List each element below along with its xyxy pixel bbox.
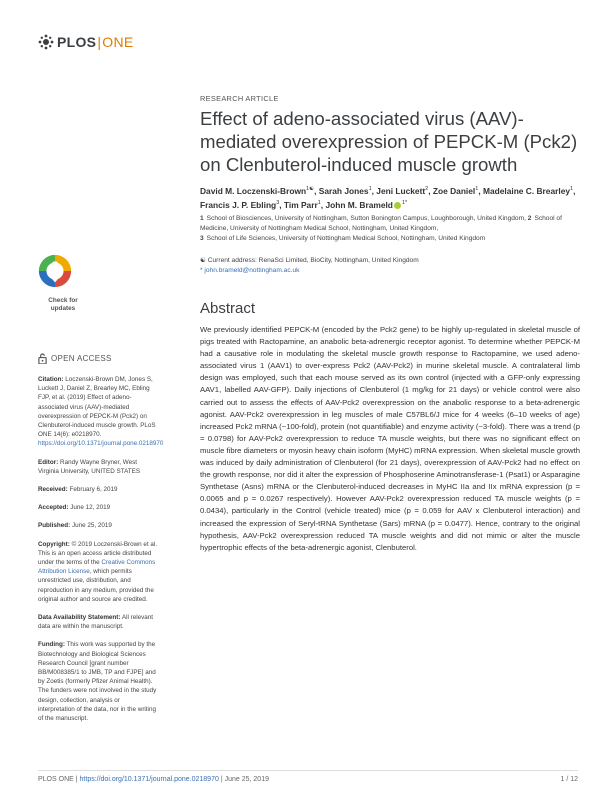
author-name[interactable]: David M. Loczenski-Brown: [200, 185, 307, 196]
open-access-badge: [38, 353, 158, 364]
author-list: David M. Loczenski-Brown$^{1☯}$, Sarah Jones$^1$, Jeni Luckett$^2$, Zoe Daniel$^1$, Madelaine C. Brearley$^1$, Francis J. P. Ebling$^3$, Tim Parr$^1$, John M. Brameld $^{1*}$: [200, 185, 576, 211]
check-for-updates-button[interactable]: [36, 252, 90, 310]
open-access-label: OPEN ACCESS: [51, 353, 112, 363]
check-updates-icon: [36, 252, 74, 290]
footer-divider: [38, 770, 578, 771]
affiliation-text: School of Life Sciences, University of Nottingham Medical School, Nottingham, United Kingdom: [206, 235, 486, 242]
author-name[interactable]: Zoe Daniel: [432, 185, 476, 196]
received-date: Received: February 6, 2019: [38, 486, 118, 494]
affiliation-text: School of Medicine, University of Nottingham Medical School, Nottingham, United Kingdom,: [200, 215, 562, 232]
abstract-heading: Abstract: [200, 300, 256, 317]
license-link[interactable]: Creative Commons Attribution License: [38, 559, 156, 576]
author-name[interactable]: John M. Brameld: [325, 200, 393, 211]
copyright-block: Copyright: © 2019 Loczenski-Brown et al. This is an open access article distributed under the terms of the Creative Commons Attribution License, which permits unrestricted use, distribution, and reproduction in any medium, provided the original author and source are credited.: [38, 540, 158, 603]
logo-wordmark: PLOS|ONE: [57, 34, 134, 50]
page-number: 1 / 12: [560, 776, 578, 783]
logo-suffix: ONE: [102, 34, 134, 50]
affiliation-number: 3: [200, 235, 204, 242]
footer-citation: PLOS ONE | https://doi.org/10.1371/journal.pone.0218970 | June 25, 2019: [38, 776, 269, 783]
editor-block: Editor: Randy Wayne Bryner, West Virginia University, UNITED STATES: [38, 458, 141, 475]
accepted-date: Accepted: June 12, 2019: [38, 504, 111, 512]
abstract-body: We previously identified PEPCK-M (encoded by the Pck2 gene) to be highly up-regulated in skeletal muscle of pigs treated with Ractopamine, an anabolic beta-adrenergic receptor agonist. To determine whether PEPCK-M had a causative role in modulating the skeletal muscle growth response to Ractopamine, we used adeno-associated virus 1 (AAV1) to over-express Pck2 (AAV-Pck2) in murine skeletal muscle. A contralateral limb design was employed, such that each mouse served as its own control (injected with a GFP-only expressing AAV1, labelled AAV-GFP). Daily injections of Clenbuterol (1 mg/kg for 21 days) or vehicle control were also carried out to assess the effects of AAV-Pck2 overexpression on the anabolic response to a beta-adrenergic agonist. AAV-Pck2 overexpression in leg muscles of male C57BL6/J mice for 4 weeks (6–10 weeks of age) increased Pck2 mRNA (~100-fold), protein (not quantifiable) and enzyme activity (~3-fold). There was a trend (p = 0.0798) for AAV-Pck2 overexpression to reduce TA muscle weights, but there was no significant effect on muscle fibre diameters or myosin heavy chain isoform (MyHC) mRNA expression. When skeletal muscle growth was induced by daily administration of Clenbuterol (for 21 days), overexpression of AAV-Pck2 had no effect on the growth response, nor did it alter the expression of Phosphoserine Aminotransferase-1 (Psat1) or Asparagine Synthetase (Asns) mRNA or the Clenbuterol-induced decreases in MyHC IIa and IIx mRNA expression (p = 0.0065 and p = 0.0267 respectively). However AAV-Pck2 overexpression reduced TA muscle weights (p = 0.0434), particularly in the Control (vehicle treated) mice (p = 0.059 for AAV x Clenbuterol interaction) and increased the expression of Seryl-tRNA Synthetase (Sars) mRNA (p = 0.0477). Hence, contrary to the original hypothesis, AAV-Pck2 overexpression reduced TA muscle weights and did not mimic or alter the muscle hypertrophic effects of the beta-adrenergic agonist, Clenbuterol.: [200, 325, 580, 552]
author-name[interactable]: Madelaine C. Brearley: [482, 185, 571, 196]
funding-block: Funding: This work was supported by the Biotechnology and Biological Sciences Research Council [grant number BB/M008385/1 to JMB, TP and FJPE] and by Zoetis (formerly Pfizer Animal Health). The funders were not involved in the study design, collection, analysis or interpretation of the data, nor in the writing of the manuscript.: [38, 641, 157, 723]
current-address: ☯ Current address: RenaSci Limited, BioCity, Nottingham, United Kingdom: [200, 257, 419, 264]
published-date: Published: June 25, 2019: [38, 522, 112, 530]
article-type-label: RESEARCH ARTICLE: [200, 94, 279, 103]
citation-doi-link[interactable]: https://doi.org/10.1371/journal.pone.0218970: [38, 440, 164, 448]
correspondence-block: [200, 256, 580, 276]
footer-doi-link[interactable]: https://doi.org/10.1371/journal.pone.0218970: [79, 776, 219, 783]
affiliation-number: 2: [527, 215, 532, 222]
orcid-icon[interactable]: [394, 202, 401, 209]
author-name[interactable]: Sarah Jones: [318, 185, 369, 196]
logo-brand: PLOS: [57, 34, 97, 50]
article-title: Effect of adeno-associated virus (AAV)-mediated overexpression of PEPCK-M (Pck2) on Clenbuterol-induced muscle growth: [200, 108, 578, 175]
plos-one-logo[interactable]: [38, 34, 134, 50]
open-lock-icon: [38, 353, 47, 364]
plos-logo-icon: [38, 34, 54, 50]
author-name[interactable]: Francis J. P. Ebling: [200, 200, 277, 211]
author-name[interactable]: Tim Parr: [283, 200, 318, 211]
article-info-sidebar: [38, 353, 164, 732]
corresponding-email-link[interactable]: * john.brameld@nottingham.ac.uk: [200, 267, 300, 274]
check-updates-label: Check for updates: [48, 297, 78, 312]
affiliation-number: 1: [200, 215, 204, 222]
affiliation-text: School of Biosciences, University of Nottingham, Sutton Bonington Campus, Loughborough, United Kingdom,: [206, 215, 526, 222]
citation-block: Citation: Loczenski-Brown DM, Jones S, Luckett J, Daniel Z, Brearley MC, Ebling FJP, et al. (2019) Effect of adeno-associated virus (AAV)-mediated overexpression of PEPCK-M (Pck2) on Clenbuterol-induced muscle growth. PLoS ONE 14(6): e0218970. https://doi.org/10.1371/journal.pone.0218970: [38, 376, 164, 448]
author-name[interactable]: Jeni Luckett: [376, 185, 426, 196]
page-footer: [38, 776, 578, 783]
affiliations: [200, 214, 585, 244]
data-availability-block: Data Availability Statement: All relevant data are within the manuscript.: [38, 614, 154, 631]
